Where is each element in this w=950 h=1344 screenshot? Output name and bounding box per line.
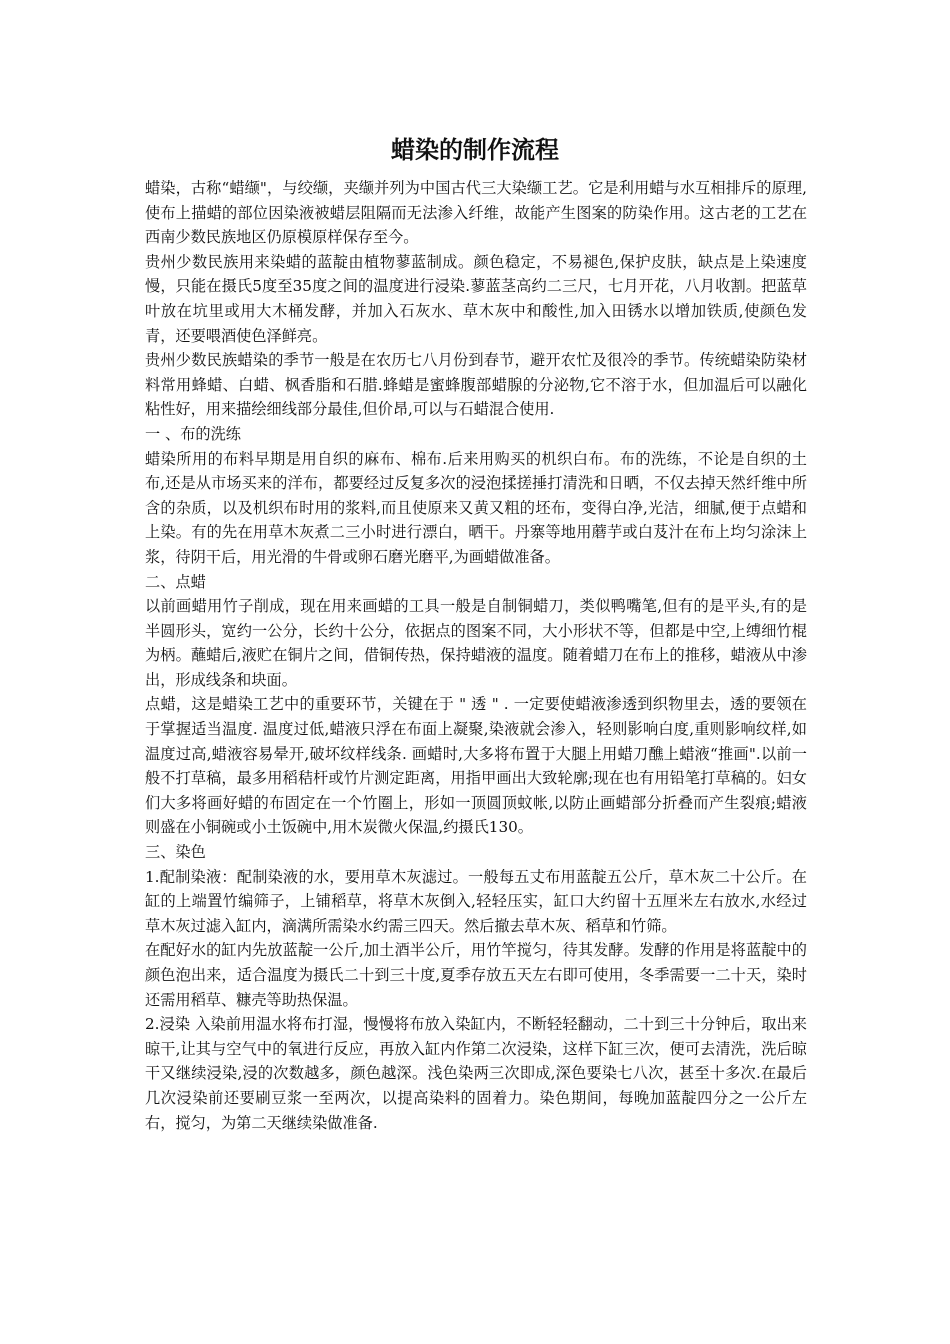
section-heading-dyeing: 三、染色	[145, 843, 206, 862]
document-title: 蜡染的制作流程	[391, 136, 559, 164]
paragraph-indigo-dye: 贵州少数民族用来染蜡的蓝靛由植物蓼蓝制成。颜色稳定，不易褪色,保护皮肤，缺点是上染速度慢，只能在摄氏5度至35度之间的温度进行浸染.蓼蓝茎高约二三尺，七月开花，八月收割。把蓝草叶放在坑里或用大木桶发酵，并加入石灰水、草木灰中和酸性,加入田锈水以增加铁质,使颜色发青，还要喂酒使色泽鲜亮。	[145, 252, 807, 345]
paragraph-intro: 蜡染，古称“蜡缬"，与绞缬，夹缬并列为中国古代三大染缬工艺。它是利用蜡与水互相排斥的原理,使布上描蜡的部位因染液被蜡层阻隔而无法渗入纤维，故能产生图案的防染作用。这古老的工艺在西南少数民族地区仍原模原样保存至今。	[145, 179, 807, 247]
document-body	[145, 176, 807, 1135]
paragraph-season-materials: 贵州少数民族蜡染的季节一般是在农历七八月份到春节，避开农忙及很冷的季节。传统蜡染防染材料常用蜂蜡、白蜡、枫香脂和石腊.蜂蜡是蜜蜂腹部蜡腺的分泌物,它不溶于水，但加温后可以融化粘性好，用来描绘细线部分最佳,但价昂,可以与石蜡混合使用.	[145, 351, 807, 419]
paragraph-cloth-washing: 蜡染所用的布料早期是用自织的麻布、棉布.后来用购买的机织白布。布的洗练，不论是自织的土布,还是从市场买来的洋布，都要经过反复多次的浸泡揉搓捶打清洗和日晒，不仅去掉天然纤维中所含的杂质，以及机织布时用的浆料,而且使原来又黄又粗的坯布，变得白净,光洁，细腻,便于点蜡和上染。有的先在用草木灰煮二三小时进行漂白，晒干。丹寨等地用蘑芋或白芨汁在布上均匀涂沫上浆，待阴干后，用光滑的牛骨或卵石磨光磨平,为画蜡做准备。	[145, 449, 807, 566]
paragraph-fermentation: 在配好水的缸内先放蓝靛一公斤,加土酒半公斤，用竹竿搅匀，待其发酵。发酵的作用是将蓝靛中的颜色泡出来，适合温度为摄氏二十到三十度,夏季存放五天左右即可使用，冬季需要一二十天，染时还需用稻草、糠壳等助热保温。	[145, 941, 807, 1009]
paragraph-wax-drawing: 点蜡，这是蜡染工艺中的重要环节，关键在于 " 透 " . 一定要使蜡液渗透到织物里去，透的要领在于掌握适当温度. 温度过低,蜡液只浮在布面上凝聚,染液就会渗入，轻则影响白度,重则影响纹样,如温度过高,蜡液容易晕开,破坏纹样线条. 画蜡时,大多将布置于大腿上用蜡刀醮上蜡液“推画".以前一般不打草稿，最多用稻秸杆或竹片测定距离，用指甲画出大致轮廓;现在也有用铅笔打草稿的。妇女们大多将画好蜡的布固定在一个竹圈上，形如一顶圆顶蚊帐,以防止画蜡部分折叠而产生裂痕;蜡液则盛在小铜碗或小土饭碗中,用木炭微火保温,约摄氏130。	[145, 695, 807, 837]
section-heading-cloth-washing: 一 、布的洗练	[145, 424, 241, 443]
section-heading-wax-drawing: 二、点蜡	[145, 572, 206, 591]
paragraph-dye-preparation: 1.配制染液：配制染液的水，要用草木灰滤过。一般每五丈布用蓝靛五公斤，草木灰二十公斤。在缸的上端置竹编筛子，上铺稻草，将草木灰倒入,轻轻压实，缸口大约留十五厘米左右放水,水经过草木灰过滤入缸内，滴满所需染水约需三四天。然后撤去草木灰、稻草和竹筛。	[145, 867, 807, 935]
paragraph-wax-knife: 以前画蜡用竹子削成，现在用来画蜡的工具一般是自制铜蜡刀，类似鸭嘴笔,但有的是平头,有的是半圆形头，宽约一公分，长约十公分，依据点的图案不同，大小形状不等，但都是中空,上缚细竹棍为柄。蘸蜡后,液贮在铜片之间，借铜传热，保持蜡液的温度。随着蜡刀在布上的推移，蜡液从中渗出，形成线条和块面。	[145, 597, 807, 689]
paragraph-immersion-dyeing: 2.浸染 入染前用温水将布打湿，慢慢将布放入染缸内，不断轻轻翻动，二十到三十分钟后，取出来晾干,让其与空气中的氧进行反应，再放入缸内作第二次浸染，这样下缸三次，便可去清洗，洗后晾干又继续浸染,浸的次数越多，颜色越深。浅色染两三次即成,深色要染七八次，甚至十多次.在最后几次浸染前还要刷豆浆一至两次，以提高染料的固着力。染色期间，每晚加蓝靛四分之一公斤左右，搅匀，为第二天继续染做准备.	[145, 1015, 807, 1132]
